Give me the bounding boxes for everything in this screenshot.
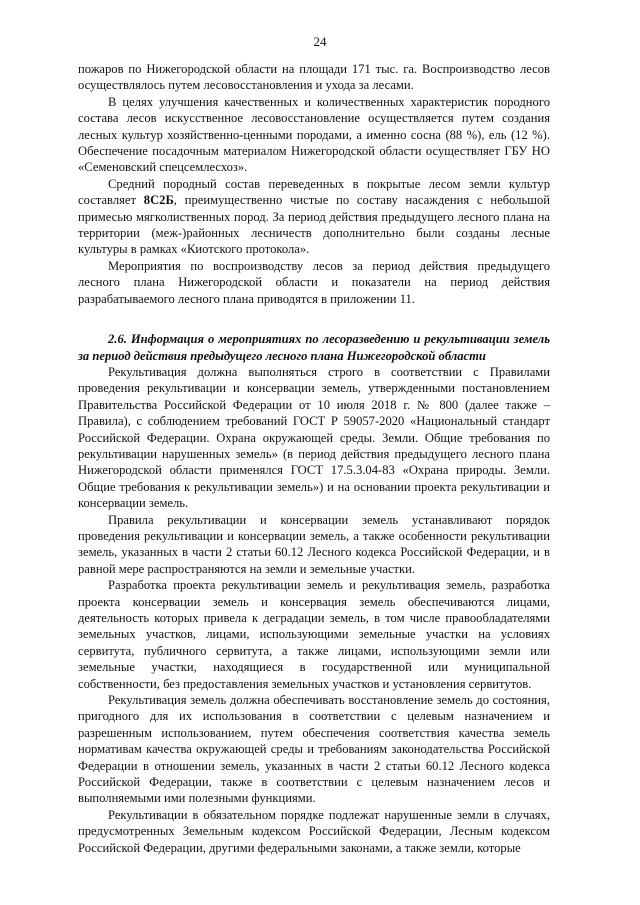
page-number: 24 <box>313 34 327 49</box>
paragraph-mandatory-recultivation: Рекультивации в обязательном порядке подлежат нарушенные земли в случаях, предусмотренных Земельным кодексом Российской Федерации, Лесным кодексом Российской Федерации, другими федеральными законами, а также земли, которые <box>78 807 550 855</box>
page-content <box>78 61 550 856</box>
paragraph-forest-fires: пожаров по Нижегородской области на площади 171 тыс. га. Воспроизводство лесов осуществлялось путем лесовосстановления и ухода за лесами. <box>78 62 550 93</box>
paragraph-responsible-parties: Разработка проекта рекультивации земель и рекультивация земель, разработка проекта консервации земель и консервация земель обеспечиваются лицами, деятельность которых привела к деградации земель, в том числе правообладателями земельных участков, лицами, использующими земельные участки на условиях сервитута, публичного сервитута, а также лицами, использующими земли или земельные участки, находящиеся в государственной или муниципальной собственности, без предоставления земельных участков и установления сервитутов. <box>78 578 550 691</box>
section-spacer <box>78 307 550 331</box>
section-heading-2-6: 2.6. Информация о мероприятиях по лесоразведению и рекультивации земель за период действия предыдущего лесного плана Нижегородской области <box>78 332 550 363</box>
species-composition-text-before: Средний породный состав переведенных в покрытые лесом земли культур составляет <box>78 176 550 208</box>
paragraph-reforestation-species: В целях улучшения качественных и количественных характеристик породного состава лесов искусственное лесовосстановление осуществляется путем создания лесных культур хозяйственно-ценными породами, а именно сосна (88 %), ель (12 %). Обеспечение посадочным материалом Нижегородской области осуществляет ГБУ НО «Семеновский спецсемлесхоз». <box>78 94 550 175</box>
paragraph-species-composition <box>78 176 550 258</box>
paragraph-rules-scope: Правила рекультивации и консервации земель устанавливают порядок проведения рекультивации и консервации земель, а также особенности рекультивации земель, указанных в части 2 статьи 60.12 Лесного кодекса Российской Федерации, и в равной мере распространяются на земли и земельные участки. <box>78 512 550 576</box>
species-formula: 8С2Б <box>143 193 174 208</box>
paragraph-restoration-goal: Рекультивация земель должна обеспечивать восстановление земель до состояния, пригодного для их использования в соответствии с целевым назначением и разрешенным использованием, путем обеспечения соответствия качества земель нормативам качества окружающей среды и требованиям законодательства Российской Федерации в отношении земель, указанных в части 2 статьи 60.12 Лесного кодекса Российской Федерации, также в соответствии с целевым назначением лесов и выполняемыми ими полезными функциями. <box>78 693 550 806</box>
paragraph-recultivation-rules: Рекультивация должна выполняться строго в соответствии с Правилами проведения рекультивации и консервации земель, утвержденными постановлением Правительства Российской Федерации от 10 июля 2018 г. № 800 (далее также – Правила), с соблюдением требований ГОСТ Р 59057-2020 «Национальный стандарт Российской Федерации. Охрана окружающей среды. Земли. Общие требования по рекультивации нарушенных земель» (в период действия предыдущего лесного плана Нижегородской области применялся ГОСТ 17.5.3.04-83 «Охрана природы. Земли. Общие требования к рекультивации земель») и на основании проекта рекультивации и консервации земель. <box>78 364 550 511</box>
species-composition-text-after: , преимущественно чистые по составу насаждения с небольшой примесью мягколиственных пород. За период действия предыдущего лесного плана на территории (меж-)районных лесничеств дополнительно были созданы лесные культуры в рамках «Киотского протокола». <box>78 193 550 257</box>
paragraph-appendix-reference: Мероприятия по воспроизводству лесов за период действия предыдущего лесного плана Нижегородской области и показатели на период действия разрабатываемого лесного плана приводятся в приложении 11. <box>78 258 550 306</box>
